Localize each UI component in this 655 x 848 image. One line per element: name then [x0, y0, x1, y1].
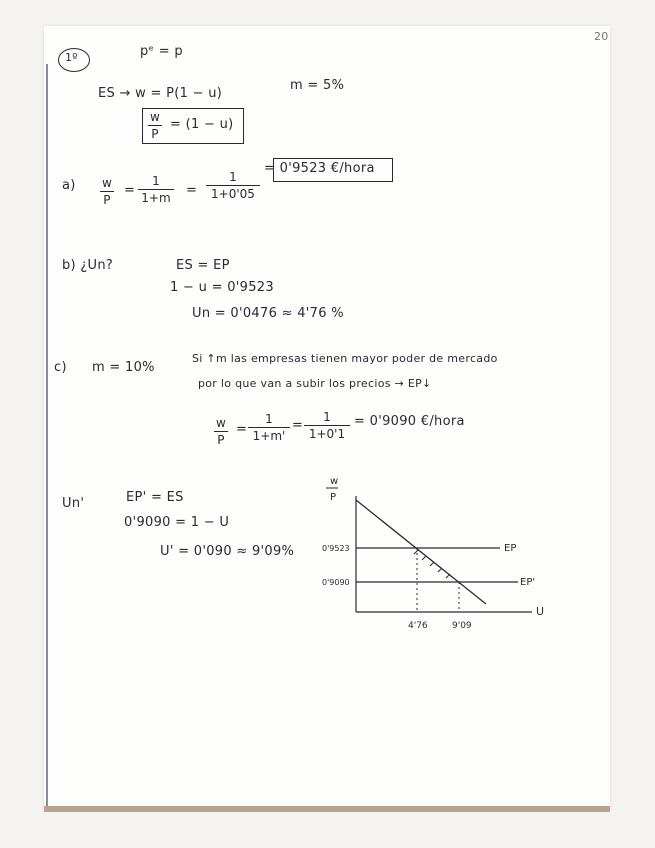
boxed-ws-equation: = (1 − u) [170, 117, 234, 132]
part-c-markup: m = 10% [92, 360, 155, 375]
part-b-label: b) ¿Un? [62, 258, 114, 273]
es-equation: ES → w = P(1 − u) [98, 86, 223, 101]
fraction-numerator: w [102, 176, 112, 190]
fraction-numerator: 1 [229, 170, 237, 184]
fraction-bar [304, 425, 350, 426]
fraction-numerator: w [150, 110, 160, 124]
fraction-bar [206, 185, 260, 186]
part-d-line-1: EP' = ES [126, 490, 184, 505]
fraction-denominator: 1+0'1 [308, 427, 346, 441]
equals-sign: = [124, 183, 136, 198]
shift-arrows [414, 550, 450, 578]
fraction-denominator: P [103, 193, 111, 207]
part-a-w-over-p [100, 176, 114, 207]
paper-bottom-edge [44, 806, 610, 812]
fraction-bar [100, 191, 114, 192]
fraction-bar [138, 189, 174, 190]
fraction-bar [214, 431, 228, 432]
part-a-fraction-1 [138, 174, 174, 205]
part-a-result: = 0'9523 €/hora [264, 161, 375, 176]
part-d-label: Un' [62, 496, 85, 511]
fraction-bar [248, 427, 290, 428]
fraction-bar [148, 125, 162, 126]
part-a-fraction-2 [206, 170, 260, 201]
part-c-fraction-2 [304, 410, 350, 441]
x-axis-label: U [536, 605, 545, 618]
markup-value: m = 5% [290, 78, 345, 93]
x-tick-2: 9'09 [452, 621, 472, 631]
fraction-denominator: 1+m [141, 191, 171, 205]
fraction-denominator: 1+0'05 [211, 187, 255, 201]
y-axis-label-bottom: P [330, 492, 337, 503]
part-c-label: c) [54, 360, 67, 375]
part-c-fraction-1 [248, 412, 290, 443]
corner-mark: 20 [594, 30, 609, 43]
problem-number: 1º [65, 51, 78, 64]
x-tick-1: 4'76 [408, 621, 428, 631]
es-line [356, 500, 486, 604]
part-b-line-3: Un = 0'0476 ≈ 4'76 % [192, 306, 344, 321]
part-c-w-over-p [214, 416, 228, 447]
margin-line [46, 64, 48, 806]
part-d-line-3: U' = 0'090 ≈ 9'09% [160, 544, 295, 559]
ep-label: EP [504, 543, 517, 554]
part-c-text-1: Si ↑m las empresas tienen mayor poder de mercado [192, 352, 498, 365]
equals-sign: = [236, 422, 248, 437]
fraction-numerator: 1 [152, 174, 160, 188]
fraction-denominator: P [151, 127, 159, 141]
y-axis-label-top: w [330, 476, 339, 487]
equals-sign: = [186, 183, 198, 198]
fraction-numerator: w [216, 416, 226, 430]
fraction-denominator: P [217, 433, 225, 447]
equals-sign: = [292, 418, 304, 433]
part-a-label: a) [62, 178, 76, 193]
part-c-text-2: por lo que van a subir los precios → EP↓ [198, 377, 432, 390]
part-b-line-2: 1 − u = 0'9523 [170, 280, 274, 295]
ep-prime-label: EP' [520, 577, 536, 588]
part-b-line-1: ES = EP [176, 258, 230, 273]
fraction-numerator: 1 [323, 410, 331, 424]
ep-es-graph [320, 470, 560, 640]
fraction-denominator: 1+m' [252, 429, 286, 443]
fraction-numerator: 1 [265, 412, 273, 426]
ep-value-tick: 0'9523 [322, 544, 350, 553]
ep-prime-value-tick: 0'9090 [322, 578, 350, 587]
expectation-equation: pᵉ = p [140, 44, 183, 59]
boxed-w-over-p [148, 110, 162, 141]
part-d-line-2: 0'9090 = 1 − U [124, 515, 230, 530]
part-c-result: = 0'9090 €/hora [354, 414, 465, 429]
